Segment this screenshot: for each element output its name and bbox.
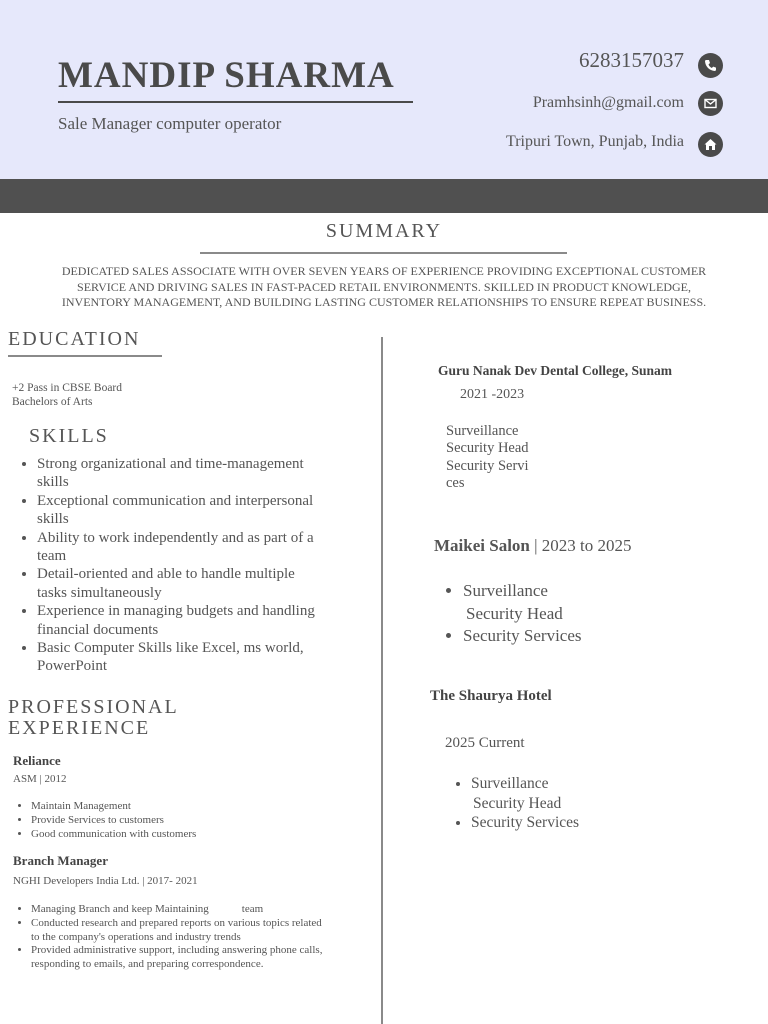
mail-icon-glyph [698, 91, 723, 116]
right-job-item: • Security Services [471, 813, 579, 833]
right-job-company: The Shaurya Hotel [430, 688, 552, 704]
right-job-years: 2025 Current [445, 735, 525, 751]
skill-item: • Detail-oriented and able to handle multiple tasks simultaneously [37, 565, 317, 602]
job-bullet: • Provide Services to customers [31, 814, 331, 828]
right-job-years: 2021 -2023 [460, 387, 525, 402]
right-job2-list [443, 580, 582, 648]
contact-email: Pramhsinh@gmail.com [532, 94, 684, 111]
job-bullet: • Conducted research and prepared reports on various topics related to the company's operations and industry trends [31, 917, 331, 945]
skills-title: SKILLS [29, 425, 109, 447]
job-bullet: • Provided administrative support, including answering phone calls, responding to emails, and preparing correspondence. [31, 944, 331, 972]
right-job-item: Security Head [473, 794, 562, 812]
right-job-line: Surveillance [446, 423, 519, 439]
mail-icon [698, 91, 723, 116]
right-job2-heading [434, 536, 632, 556]
job-bullet: • Good communication with customers [31, 828, 331, 842]
right-job-item: • Security Services [463, 625, 582, 648]
job-company: Reliance [13, 753, 61, 768]
right-job-item: • Surveillance [463, 580, 582, 603]
right-job-item: • Surveillance [471, 774, 579, 794]
skill-item: • Experience in managing budgets and handling financial documents [37, 602, 317, 639]
summary-underline [200, 252, 567, 254]
education-item: +2 Pass in CBSE Board [12, 382, 122, 394]
divider-band [0, 179, 768, 213]
skills-list [18, 455, 317, 676]
education-item: Bachelors of Arts [12, 396, 93, 408]
phone-icon [698, 53, 723, 78]
summary-text: DEDICATED SALES ASSOCIATE WITH OVER SEVEN YEARS OF EXPERIENCE PROVIDING EXCEPTIONAL CUSTOMER SERVICE AND DRIVING SALES IN FAST-PACED RETAIL ENVIRONMENTS. SKILLED IN PRODUCT KNOWLEDGE, INVENTORY MANAGEMENT, AND BUILDING LASTING CUSTOMER RELATIONSHIPS TO ENSURE REPEAT BUSINESS. [61, 264, 707, 309]
name-underline [58, 101, 413, 103]
education-title: EDUCATION [8, 328, 141, 350]
right-job-company: Guru Nanak Dev Dental College, Sunam [438, 363, 673, 378]
home-icon [698, 132, 723, 157]
contact-address: Tripuri Town, Punjab, India [506, 133, 684, 150]
job-bullet: • Maintain Management [31, 800, 331, 814]
column-divider [381, 337, 383, 1024]
job-bullets [13, 800, 331, 841]
job-bullet: • Managing Branch and keep Maintaining team [31, 903, 331, 917]
skill-item: • Exceptional communication and interpersonal skills [37, 492, 317, 529]
contact-phone: 6283157037 [579, 48, 684, 72]
right-job-line: Security Head [446, 440, 529, 456]
right-job-company: Maikei Salon [434, 536, 530, 555]
phone-icon-glyph [698, 53, 723, 78]
skill-item: • Strong organizational and time-management skills [37, 455, 317, 492]
experience-title-line1: PROFESSIONAL [8, 696, 179, 718]
home-icon-glyph [698, 132, 723, 157]
job-bullets [13, 903, 331, 972]
job-meta: NGHI Developers India Ltd. | 2017- 2021 [13, 875, 198, 887]
skill-item: • Ability to work independently and as part of a team [37, 529, 317, 566]
right-job3-list [451, 774, 579, 833]
experience-title-line2: EXPERIENCE [8, 717, 151, 739]
summary-title: SUMMARY [325, 220, 443, 242]
right-job-years: | 2023 to 2025 [529, 536, 632, 555]
candidate-name: MANDIP SHARMA [58, 55, 395, 96]
skill-item: • Basic Computer Skills like Excel, ms world, PowerPoint [37, 639, 317, 676]
education-underline [8, 355, 162, 357]
job-company: Branch Manager [13, 853, 108, 868]
job-meta: ASM | 2012 [13, 773, 67, 785]
right-job-line: Security Servi [446, 458, 529, 474]
candidate-subtitle: Sale Manager computer operator [58, 114, 282, 133]
right-job-item: Security Head [466, 603, 563, 623]
right-job-line: ces [446, 475, 465, 491]
